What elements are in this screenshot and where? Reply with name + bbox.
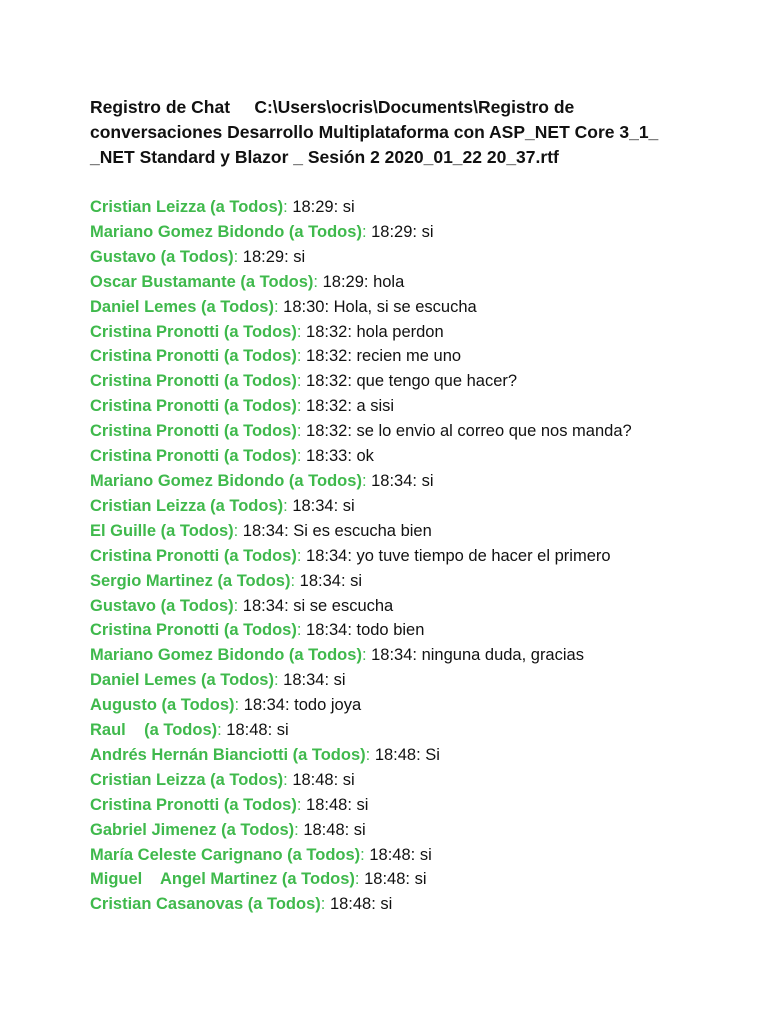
sender-name: Cristina Pronotti (a Todos) xyxy=(90,422,297,441)
chat-message xyxy=(90,394,730,419)
time-separator: : xyxy=(410,845,420,864)
message-text: si xyxy=(276,721,289,740)
sender-separator: : xyxy=(296,422,307,441)
message-time: 18:33 xyxy=(306,447,348,466)
time-separator: : xyxy=(347,372,357,391)
message-time: 18:34 xyxy=(242,596,285,615)
sender-name: Daniel Lemes (a Todos) xyxy=(90,671,274,690)
message-time: 18:30 xyxy=(283,297,325,316)
sender-separator: : xyxy=(296,621,307,640)
time-separator: : xyxy=(363,272,374,291)
sender-separator: : xyxy=(296,447,307,466)
sender-name: Cristina Pronotti (a Todos) xyxy=(90,621,297,640)
chat-message xyxy=(90,544,730,569)
sender-name: Cristina Pronotti (a Todos) xyxy=(90,546,297,565)
sender-separator: : xyxy=(283,496,293,515)
sender-separator: : xyxy=(234,696,244,715)
sender-name: Cristian Leizza (a Todos) xyxy=(90,770,284,789)
message-text: si xyxy=(342,496,355,515)
sender-name: Cristina Pronotti (a Todos) xyxy=(90,372,297,391)
chat-message xyxy=(90,693,730,718)
chat-message xyxy=(90,519,730,544)
message-time: 18:34 xyxy=(371,471,413,490)
message-time: 18:34 xyxy=(306,621,348,640)
sender-name: Gustavo (a Todos) xyxy=(90,596,234,615)
message-text: si xyxy=(350,571,363,590)
chat-message xyxy=(90,245,730,270)
chat-log xyxy=(90,195,730,917)
time-separator: : xyxy=(284,596,294,615)
chat-message xyxy=(90,295,730,320)
sender-separator: : xyxy=(361,646,372,665)
message-time: 18:34 xyxy=(299,571,341,590)
sender-name: Augusto (a Todos) xyxy=(90,696,235,715)
message-text: a sisi xyxy=(356,397,395,416)
sender-separator: : xyxy=(283,198,293,216)
chat-message xyxy=(90,892,730,917)
message-text: si xyxy=(342,198,355,216)
sender-name: Mariano Gomez Bidondo (a Todos) xyxy=(90,471,362,490)
sender-separator: : xyxy=(273,671,284,690)
time-separator: : xyxy=(324,671,334,690)
chat-message xyxy=(90,867,730,892)
message-time: 18:34 xyxy=(283,671,325,690)
sender-separator: : xyxy=(296,546,307,565)
time-separator: : xyxy=(340,571,351,590)
chat-message xyxy=(90,344,730,369)
sender-separator: : xyxy=(320,895,330,914)
time-separator: : xyxy=(333,770,343,789)
message-text: que tengo que hacer? xyxy=(356,372,518,391)
chat-message xyxy=(90,569,730,594)
time-separator: : xyxy=(347,322,357,341)
sender-name: María Celeste Carignano (a Todos) xyxy=(90,845,361,864)
message-text: si xyxy=(414,870,427,889)
chat-message xyxy=(90,643,730,668)
time-separator: : xyxy=(284,521,294,540)
time-separator: : xyxy=(405,870,415,889)
sender-separator: : xyxy=(296,372,307,391)
message-text: recien me uno xyxy=(356,347,462,366)
chat-message xyxy=(90,718,730,743)
message-text: si xyxy=(333,671,346,690)
time-separator: : xyxy=(371,895,381,914)
chat-message xyxy=(90,618,730,643)
time-separator: : xyxy=(412,222,422,241)
message-text: Hola, si se escucha xyxy=(333,297,477,316)
message-time: 18:32 xyxy=(306,372,348,391)
chat-message xyxy=(90,793,730,818)
sender-name: Gabriel Jimenez (a Todos) xyxy=(90,820,295,839)
message-time: 18:34 xyxy=(306,546,348,565)
time-separator: : xyxy=(344,820,354,839)
sender-name: Cristian Leizza (a Todos) xyxy=(90,496,284,515)
time-separator: : xyxy=(347,621,357,640)
sender-separator: : xyxy=(360,845,370,864)
message-text: si xyxy=(356,795,369,814)
time-separator: : xyxy=(284,247,294,266)
sender-separator: : xyxy=(233,596,243,615)
message-time: 18:32 xyxy=(306,347,348,366)
message-text: si xyxy=(419,845,432,864)
sender-separator: : xyxy=(365,745,375,764)
sender-name: Cristina Pronotti (a Todos) xyxy=(90,795,297,814)
sender-name: Sergio Martinez (a Todos) xyxy=(90,571,291,590)
time-separator: : xyxy=(347,546,357,565)
message-time: 18:48 xyxy=(364,870,406,889)
header-line: Registro de Chat C:\Users\ocris\Documents\Registro de xyxy=(90,97,575,117)
message-text: si xyxy=(293,247,306,266)
sender-name: Oscar Bustamante (a Todos) xyxy=(90,272,314,291)
time-separator: : xyxy=(347,447,357,466)
message-time: 18:29 xyxy=(371,222,413,241)
time-separator: : xyxy=(333,198,343,216)
message-text: si se escucha xyxy=(293,596,394,615)
sender-name: Cristina Pronotti (a Todos) xyxy=(90,397,297,416)
sender-separator: : xyxy=(294,820,304,839)
sender-separator: : xyxy=(354,870,365,889)
sender-separator: : xyxy=(233,247,243,266)
message-time: 18:34 xyxy=(242,521,285,540)
chat-message xyxy=(90,594,730,619)
sender-name: El Guille (a Todos) xyxy=(90,521,234,540)
chat-message xyxy=(90,494,730,519)
message-time: 18:34 xyxy=(371,646,413,665)
message-time: 18:48 xyxy=(226,721,268,740)
chat-message xyxy=(90,668,730,693)
sender-name: Cristina Pronotti (a Todos) xyxy=(90,347,297,366)
message-time: 18:29 xyxy=(322,272,364,291)
time-separator: : xyxy=(284,696,295,715)
sender-separator: : xyxy=(296,347,307,366)
message-time: 18:48 xyxy=(306,795,348,814)
message-text: ninguna duda, gracias xyxy=(421,646,584,665)
sender-separator: : xyxy=(290,571,300,590)
sender-separator: : xyxy=(283,770,293,789)
time-separator: : xyxy=(347,347,357,366)
chat-message xyxy=(90,320,730,345)
message-time: 18:48 xyxy=(292,770,334,789)
sender-name: Gustavo (a Todos) xyxy=(90,247,234,266)
time-separator: : xyxy=(333,496,343,515)
sender-separator: : xyxy=(217,721,227,740)
header-line: _NET Standard y Blazor _ Sesión 2 2020_01_22 20_37.rtf xyxy=(90,147,559,167)
sender-name: Raul (a Todos) xyxy=(90,721,218,740)
message-text: Si es escucha bien xyxy=(293,521,432,540)
message-text: si xyxy=(421,471,434,490)
sender-separator: : xyxy=(361,471,372,490)
chat-message xyxy=(90,818,730,843)
message-time: 18:34 xyxy=(292,496,334,515)
sender-separator: : xyxy=(296,795,307,814)
message-text: Si xyxy=(425,745,440,764)
chat-message xyxy=(90,768,730,793)
message-time: 18:32 xyxy=(306,322,348,341)
sender-name: Cristian Leizza (a Todos) xyxy=(90,198,284,216)
message-text: si xyxy=(421,222,434,241)
header-line: conversaciones Desarrollo Multiplataforma con ASP_NET Core 3_1_ xyxy=(90,122,659,142)
sender-separator: : xyxy=(296,322,307,341)
message-text: todo joya xyxy=(294,696,362,715)
message-text: si xyxy=(380,895,393,914)
sender-separator: : xyxy=(361,222,372,241)
time-separator: : xyxy=(416,745,426,764)
sender-separator: : xyxy=(313,272,323,291)
sender-name: Mariano Gomez Bidondo (a Todos) xyxy=(90,222,362,241)
time-separator: : xyxy=(347,422,357,441)
sender-name: Andrés Hernán Bianciotti (a Todos) xyxy=(90,745,366,764)
time-separator: : xyxy=(412,471,422,490)
message-time: 18:48 xyxy=(303,820,345,839)
message-time: 18:32 xyxy=(306,422,348,441)
time-separator: : xyxy=(347,795,357,814)
sender-separator: : xyxy=(233,521,243,540)
message-text: si xyxy=(342,770,355,789)
sender-name: Cristian Casanovas (a Todos) xyxy=(90,895,321,914)
message-text: se lo envio al correo que nos manda? xyxy=(356,422,632,441)
message-text: hola perdon xyxy=(356,322,444,341)
message-text: todo bien xyxy=(356,621,425,640)
chat-message xyxy=(90,369,730,394)
sender-name: Cristina Pronotti (a Todos) xyxy=(90,447,297,466)
time-separator: : xyxy=(267,721,277,740)
chat-message xyxy=(90,270,730,295)
time-separator: : xyxy=(412,646,422,665)
chat-message xyxy=(90,419,730,444)
sender-separator: : xyxy=(273,297,284,316)
message-time: 18:48 xyxy=(329,895,372,914)
sender-separator: : xyxy=(296,397,307,416)
chat-message xyxy=(90,843,730,868)
chat-message xyxy=(90,444,730,469)
message-time: 18:29 xyxy=(292,198,334,216)
chat-message xyxy=(90,195,730,220)
message-time: 18:48 xyxy=(374,745,417,764)
message-text: ok xyxy=(356,447,374,466)
message-text: si xyxy=(353,820,366,839)
time-separator: : xyxy=(347,397,357,416)
message-time: 18:34 xyxy=(243,696,285,715)
sender-name: Cristina Pronotti (a Todos) xyxy=(90,322,297,341)
message-text: yo tuve tiempo de hacer el primero xyxy=(356,546,611,565)
chat-message xyxy=(90,469,730,494)
document-header xyxy=(90,95,690,170)
message-time: 18:29 xyxy=(242,247,285,266)
chat-message xyxy=(90,220,730,245)
sender-name: Mariano Gomez Bidondo (a Todos) xyxy=(90,646,362,665)
time-separator: : xyxy=(324,297,334,316)
chat-message xyxy=(90,743,730,768)
sender-name: Daniel Lemes (a Todos) xyxy=(90,297,274,316)
message-text: hola xyxy=(373,272,405,291)
message-time: 18:48 xyxy=(369,845,411,864)
message-time: 18:32 xyxy=(306,397,348,416)
sender-name: Miguel Angel Martinez (a Todos) xyxy=(90,870,355,889)
